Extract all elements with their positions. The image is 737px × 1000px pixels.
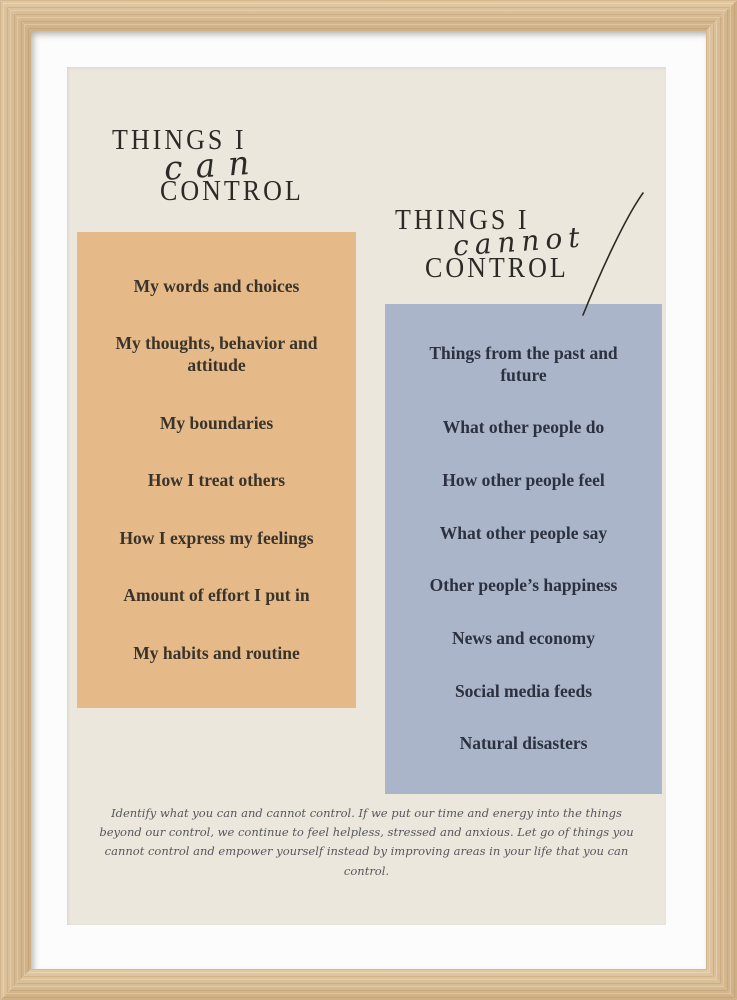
poster-sheet (67, 67, 666, 925)
list-item: Things from the past and future (429, 342, 618, 385)
list-item: Natural disasters (459, 733, 588, 754)
list-item: My habits and routine (133, 642, 300, 663)
can-title (112, 123, 304, 207)
frame-right-rail (706, 0, 737, 1000)
can-title-top: THINGS I (112, 123, 247, 156)
list-item: How I treat others (147, 470, 286, 490)
mat-board (31, 31, 706, 969)
frame-top-rail (0, 0, 737, 31)
list-item: News and economy (452, 627, 595, 648)
list-item: What other people do (442, 417, 605, 438)
footer-text: Identify what you can and cannot control. If we put our time and energy into the things beyond our control, we continue to feel helpless, stressed and anxious. Let go of things you cannot control and empower yourself instead by improving areas in your life that you can control. (99, 805, 634, 878)
can-list-box (77, 232, 356, 708)
list-item: Other people’s happiness (429, 575, 618, 596)
frame-left-rail (0, 0, 31, 1000)
list-item: My words and choices (133, 275, 300, 296)
list-item: How I express my feelings (119, 527, 314, 548)
frame-bottom-rail (0, 969, 737, 1000)
list-item: How other people feel (442, 469, 605, 490)
list-item: My thoughts, behavior and attitude (115, 333, 318, 375)
list-item: My boundaries (159, 412, 274, 433)
list-item: Social media feeds (454, 680, 593, 701)
cannot-title (395, 203, 587, 284)
list-item: Amount of effort I put in (123, 585, 310, 605)
cannot-title-script: cannot (451, 220, 587, 263)
cannot-list-box (385, 304, 662, 794)
list-item: What other people say (439, 522, 608, 543)
can-title-bottom: CONTROL (160, 175, 304, 207)
can-title-script: can (162, 142, 264, 189)
cannot-title-bottom: CONTROL (425, 252, 569, 284)
cannot-title-top: THINGS I (395, 203, 530, 236)
